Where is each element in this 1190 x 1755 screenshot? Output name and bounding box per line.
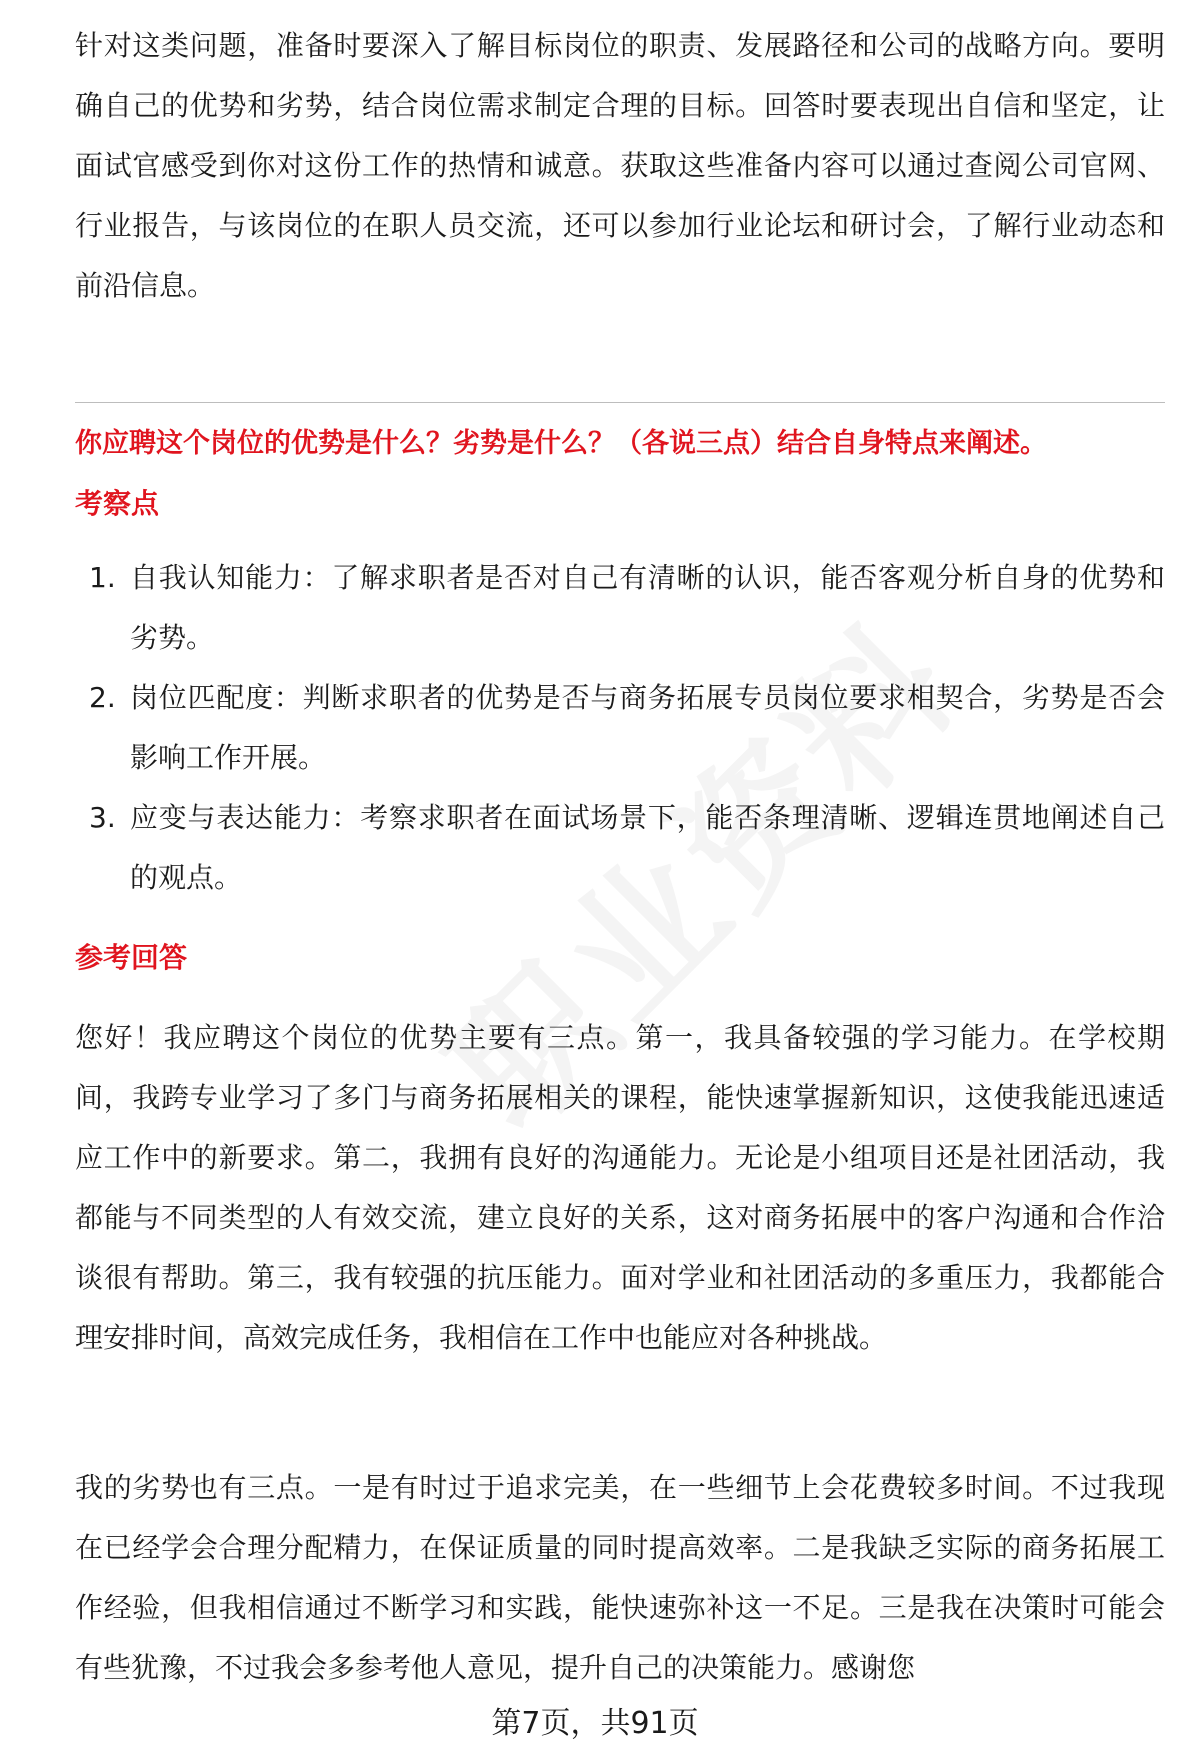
list-item	[75, 548, 1165, 668]
list-item	[75, 668, 1165, 788]
list-item-number: 1.	[89, 561, 116, 594]
answer-paragraph-2: 我的劣势也有三点。一是有时过于追求完美，在一些细节上会花费较多时间。不过我现在已经学会合理分配精力，在保证质量的同时提高效率。二是我缺乏实际的商务拓展工作经验，但我相信通过不断学习和实践，能快速弥补这一不足。三是我在决策时可能会有些犹豫，不过我会多参考他人意见，提升自己的决策能力。感谢您	[75, 1471, 1165, 1684]
answer-paragraph-1: 您好！我应聘这个岗位的优势主要有三点。第一，我具备较强的学习能力。在学校期间，我跨专业学习了多门与商务拓展相关的课程，能快速掌握新知识，这使我能迅速适应工作中的新要求。第二，我拥有良好的沟通能力。无论是小组项目还是社团活动，我都能与不同类型的人有效交流，建立良好的关系，这对商务拓展中的客户沟通和合作洽谈很有帮助。第三，我有较强的抗压能力。面对学业和社团活动的多重压力，我都能合理安排时间，高效完成任务，我相信在工作中也能应对各种挑战。	[75, 1021, 1165, 1354]
list-item-text: 应变与表达能力：考察求职者在面试场景下，能否条理清晰、逻辑连贯地阐述自己的观点。	[130, 801, 1165, 894]
points-list	[75, 548, 1165, 908]
points-heading: 考察点	[75, 487, 160, 520]
list-item-number: 3.	[89, 801, 116, 834]
page-number-footer: 第7页，共91页	[491, 1706, 699, 1741]
question-heading: 你应聘这个岗位的优势是什么？劣势是什么？（各说三点）结合自身特点来阐述。	[75, 428, 1047, 459]
list-item-text: 岗位匹配度：判断求职者的优势是否与商务拓展专员岗位要求相契合，劣势是否会影响工作开展。	[130, 681, 1165, 774]
list-item-text: 自我认知能力：了解求职者是否对自己有清晰的认识，能否客观分析自身的优势和劣势。	[130, 561, 1165, 654]
list-item-number: 2.	[89, 681, 116, 714]
section-divider	[75, 402, 1165, 403]
intro-paragraph: 针对这类问题，准备时要深入了解目标岗位的职责、发展路径和公司的战略方向。要明确自己的优势和劣势，结合岗位需求制定合理的目标。回答时要表现出自信和坚定，让面试官感受到你对这份工作的热情和诚意。获取这些准备内容可以通过查阅公司官网、行业报告，与该岗位的在职人员交流，还可以参加行业论坛和研讨会，了解行业动态和前沿信息。	[75, 29, 1165, 302]
answer-heading: 参考回答	[75, 941, 188, 974]
list-item	[75, 788, 1165, 908]
